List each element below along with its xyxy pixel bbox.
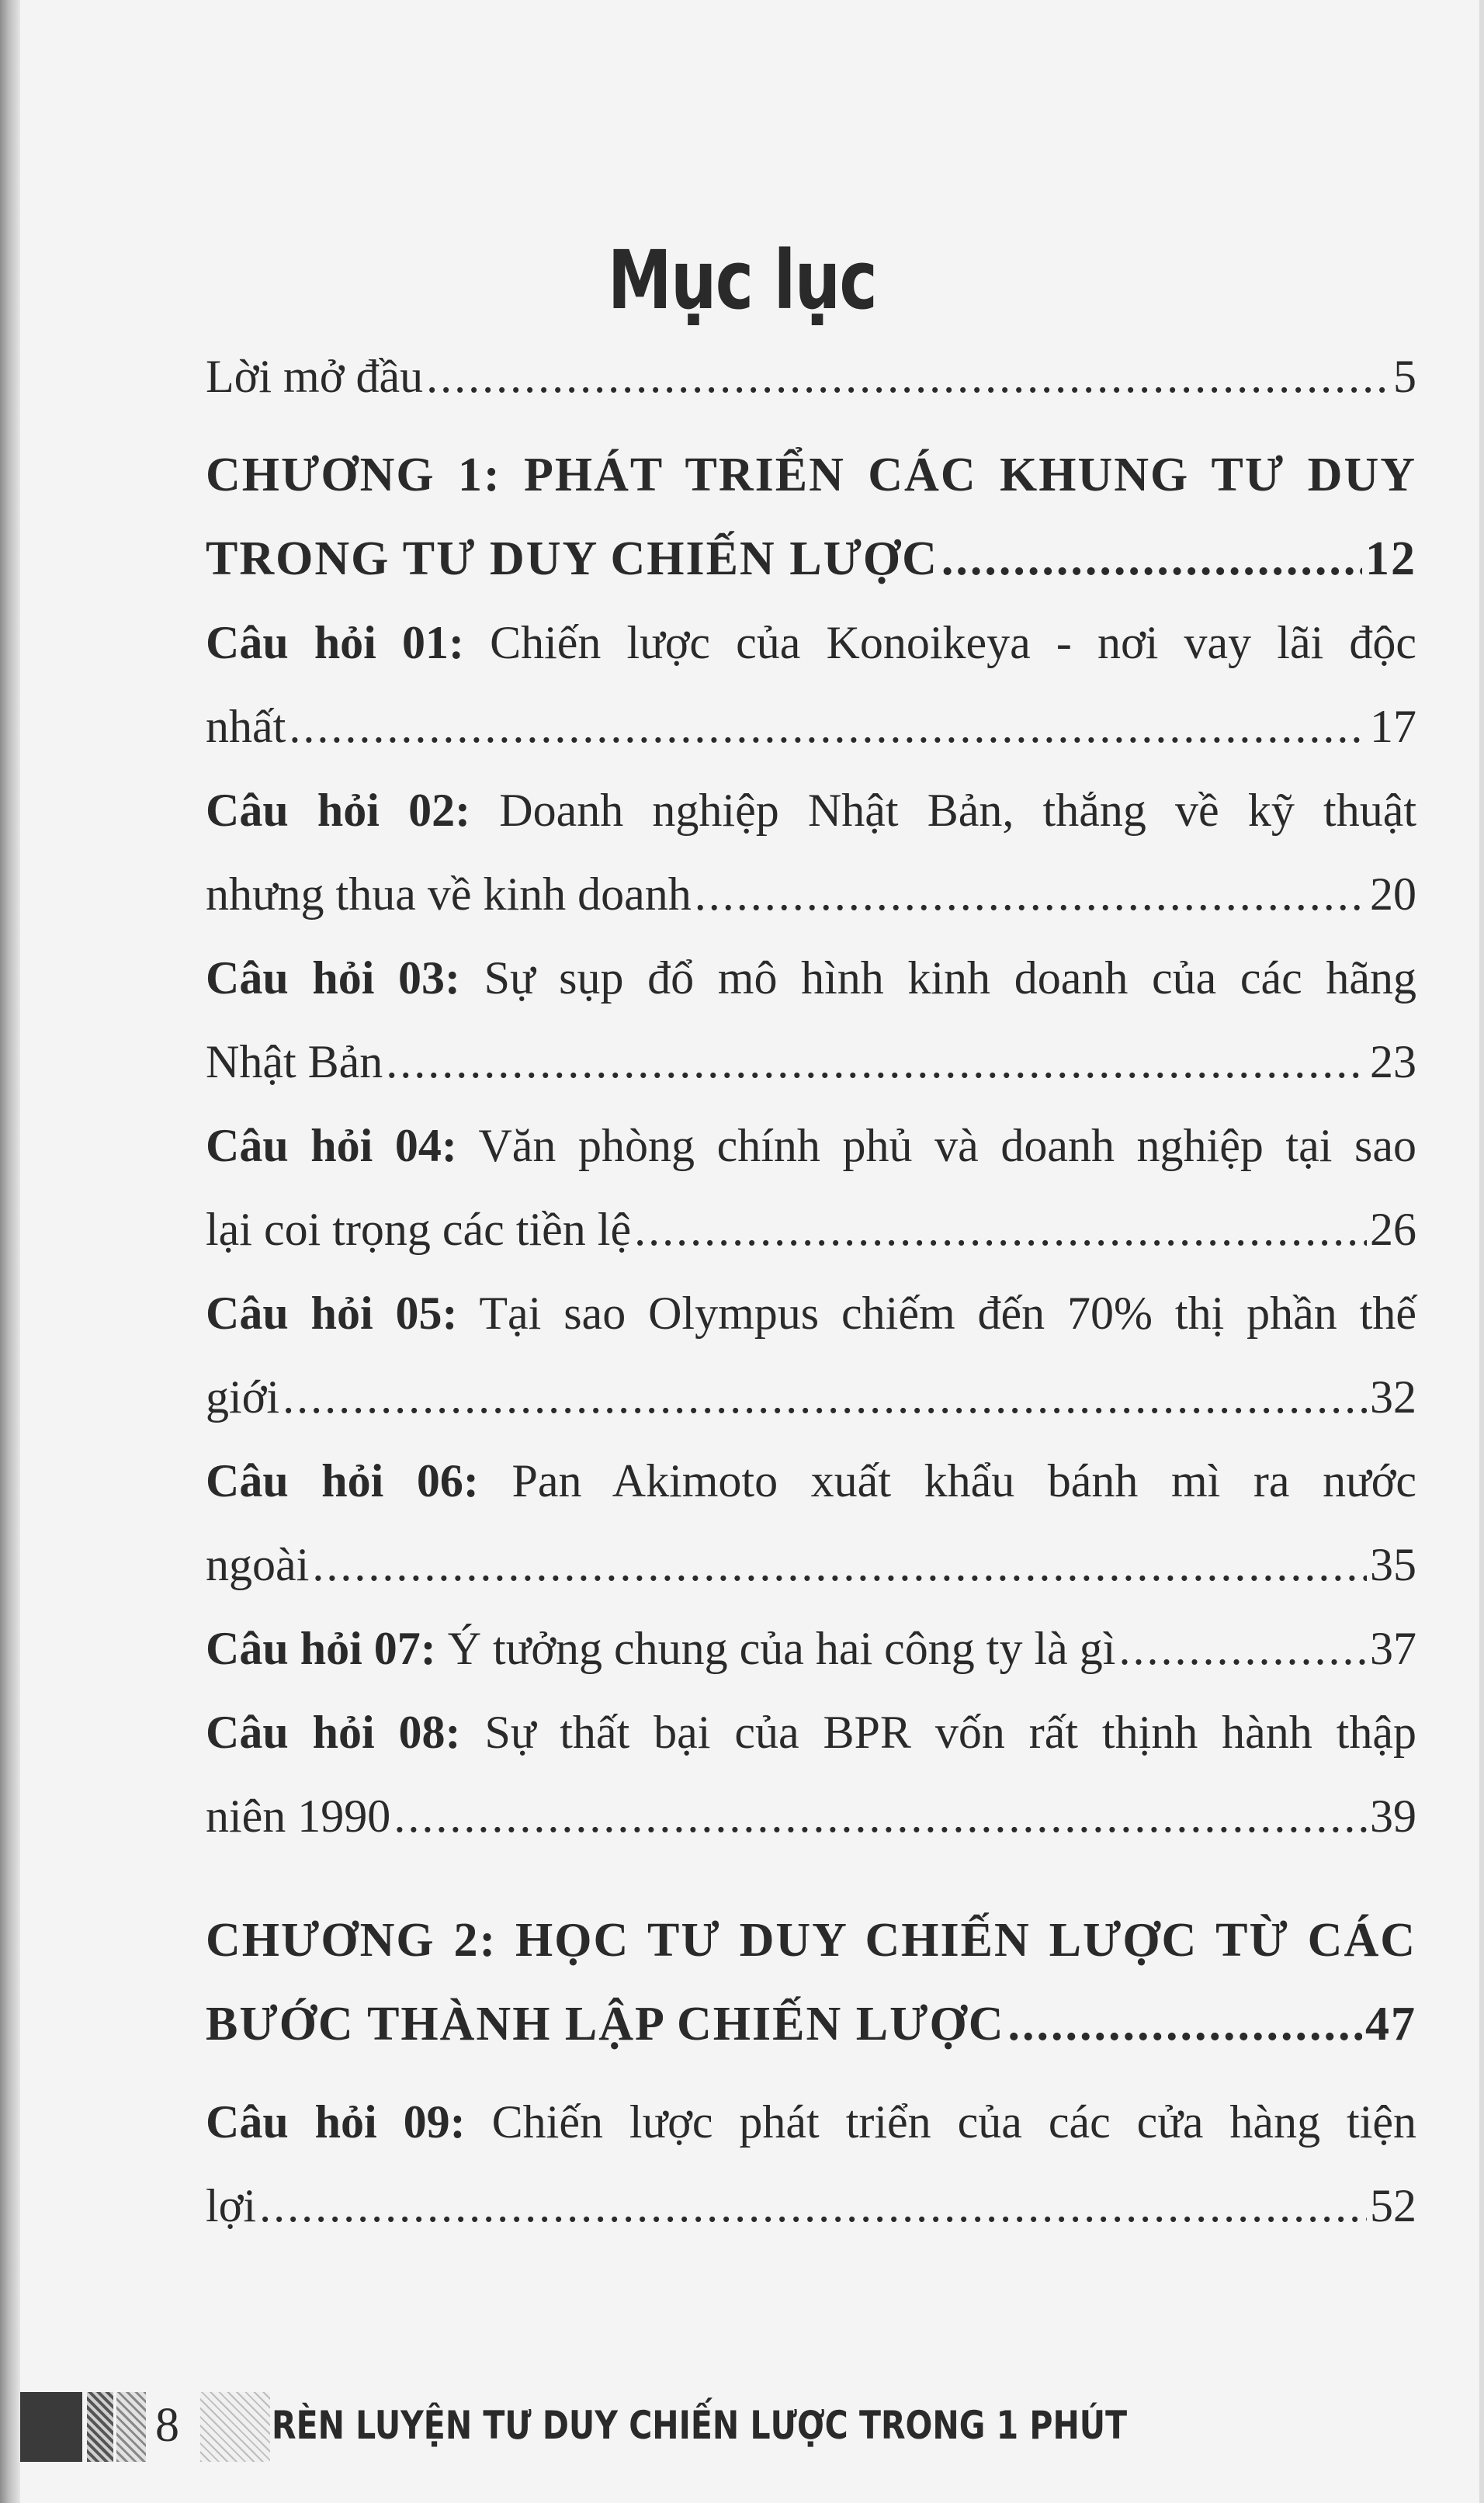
page-title: Mục lục	[607, 233, 877, 328]
question-text: Ý tưởng chung của hai công ty là gì	[447, 1623, 1116, 1674]
toc-page-number: 37	[1370, 1623, 1416, 1674]
question-line2	[206, 685, 1416, 768]
toc-page-number: 52	[1370, 2180, 1416, 2231]
question-text: Pan Akimoto xuất khẩu bánh mì ra nước	[511, 1455, 1417, 1506]
toc-page-number: 23	[1370, 1036, 1416, 1087]
footer-page-number: 8	[155, 2399, 179, 2452]
question-line2	[206, 1187, 1416, 1271]
question-label: Câu hỏi 05:	[206, 1288, 458, 1339]
question-line2	[206, 852, 1416, 936]
question-text-cont: niên 1990	[206, 1791, 391, 1842]
question-text: Tại sao Olympus chiếm đến 70% thị phần thế	[479, 1288, 1417, 1339]
dot-leader	[259, 2164, 1367, 2248]
toc-entry-text: Lời mở đầu	[206, 351, 424, 402]
dot-leader	[289, 685, 1367, 768]
toc-entry-question-02[interactable]	[206, 768, 1416, 936]
question-line1	[206, 768, 1416, 852]
question-label: Câu hỏi 07:	[206, 1623, 436, 1674]
question-text-cont: ngoài	[206, 1539, 310, 1590]
question-line1	[206, 936, 1416, 1020]
question-text-cont: Nhật Bản	[206, 1036, 383, 1087]
chapter-title-text: BƯỚC THÀNH LẬP CHIẾN LƯỢC	[206, 1998, 1005, 2051]
dot-leader	[695, 852, 1367, 936]
question-text-cont: nhưng thua về kinh doanh	[206, 868, 692, 920]
toc-page-number: 39	[1370, 1791, 1416, 1842]
question-label: Câu hỏi 03:	[206, 952, 460, 1004]
toc-entry-question-05[interactable]	[206, 1271, 1416, 1439]
toc-page-number: 12	[1365, 532, 1416, 585]
toc-entry-question-07[interactable]	[206, 1607, 1416, 1690]
toc-entry-question-09[interactable]	[206, 2080, 1416, 2248]
dot-leader	[634, 1187, 1367, 1271]
toc-entry-question-04[interactable]	[206, 1104, 1416, 1271]
dot-leader	[283, 1355, 1367, 1439]
toc-chapter-2[interactable]	[206, 1898, 1416, 2066]
toc-page-number: 20	[1370, 868, 1416, 920]
chapter-title-line1: CHƯƠNG 2: HỌC TƯ DUY CHIẾN LƯỢC TỪ CÁC	[206, 1914, 1416, 1967]
question-label: Câu hỏi 09:	[206, 2096, 466, 2148]
question-line2	[206, 2164, 1416, 2248]
dot-leader	[1118, 1607, 1367, 1690]
question-line1	[206, 601, 1416, 685]
question-text-cont: giới	[206, 1371, 280, 1423]
footer-decor-hatch	[87, 2392, 113, 2462]
footer-decor-hatch-light	[116, 2392, 146, 2462]
question-text: Doanh nghiệp Nhật Bản, thắng về kỹ thuật	[499, 785, 1417, 836]
toc-entry-question-01[interactable]	[206, 601, 1416, 768]
toc-chapter-1[interactable]	[206, 433, 1416, 601]
footer-decor-block	[20, 2392, 82, 2462]
chapter-title-line2	[206, 1982, 1416, 2066]
question-line2	[206, 1523, 1416, 1607]
dot-leader	[1007, 1982, 1362, 2066]
question-line2	[206, 1774, 1416, 1858]
chapter-title-line1: CHƯƠNG 1: PHÁT TRIỂN CÁC KHUNG TƯ DUY	[206, 449, 1416, 501]
question-text: Sự sụp đổ mô hình kinh doanh của các hãng	[484, 952, 1417, 1004]
question-line1	[206, 1690, 1416, 1774]
question-line2	[206, 1020, 1416, 1104]
toc-page-number: 32	[1370, 1371, 1416, 1423]
dot-leader	[312, 1523, 1367, 1607]
dot-leader	[394, 1774, 1367, 1858]
question-label: Câu hỏi 08:	[206, 1707, 461, 1758]
question-text: Chiến lược phát triển của các cửa hàng tiện	[491, 2096, 1416, 2148]
dot-leader	[386, 1020, 1367, 1104]
question-text: Sự thất bại của BPR vốn rất thịnh hành thập	[484, 1707, 1417, 1758]
question-line1	[206, 1439, 1416, 1523]
table-of-contents	[206, 334, 1416, 2248]
chapter-title-text: TRONG TƯ DUY CHIẾN LƯỢC	[206, 532, 938, 585]
question-label: Câu hỏi 04:	[206, 1120, 457, 1171]
page-edge-right	[1479, 0, 1484, 2503]
question-label: Câu hỏi 02:	[206, 785, 471, 836]
toc-entry-question-03[interactable]	[206, 936, 1416, 1104]
question-text-cont: lại coi trọng các tiền lệ	[206, 1204, 632, 1255]
toc-entry-question-08[interactable]	[206, 1690, 1416, 1858]
dot-leader	[941, 517, 1362, 601]
toc-entry-question-06[interactable]	[206, 1439, 1416, 1607]
question-label: Câu hỏi 06:	[206, 1455, 479, 1506]
page-edge-shadow	[0, 0, 20, 2503]
page-footer	[0, 2392, 1484, 2462]
question-line1	[206, 1271, 1416, 1355]
question-line1	[206, 2080, 1416, 2164]
toc-page-number: 47	[1365, 1998, 1416, 2051]
toc-entry-intro[interactable]	[206, 334, 1416, 419]
chapter-title-line2	[206, 517, 1416, 601]
footer-decor-fade	[200, 2392, 270, 2462]
question-label: Câu hỏi 01:	[206, 617, 464, 668]
question-text-cont: nhất	[206, 701, 286, 752]
toc-page-number: 17	[1370, 701, 1416, 752]
toc-page-number: 5	[1393, 351, 1416, 402]
question-text-cont: lợi	[206, 2180, 257, 2231]
toc-page-number: 26	[1370, 1204, 1416, 1255]
toc-page-number: 35	[1370, 1539, 1416, 1590]
question-line1	[206, 1607, 1416, 1690]
question-line1	[206, 1104, 1416, 1187]
question-text: Chiến lược của Konoikeya - nơi vay lãi độc	[490, 617, 1417, 668]
footer-book-title: RÈN LUYỆN TƯ DUY CHIẾN LƯỢC TRONG 1 PHÚT	[272, 2403, 1128, 2448]
dot-leader	[426, 334, 1390, 419]
question-text: Văn phòng chính phủ và doanh nghiệp tại sao	[478, 1120, 1416, 1171]
question-line2	[206, 1355, 1416, 1439]
